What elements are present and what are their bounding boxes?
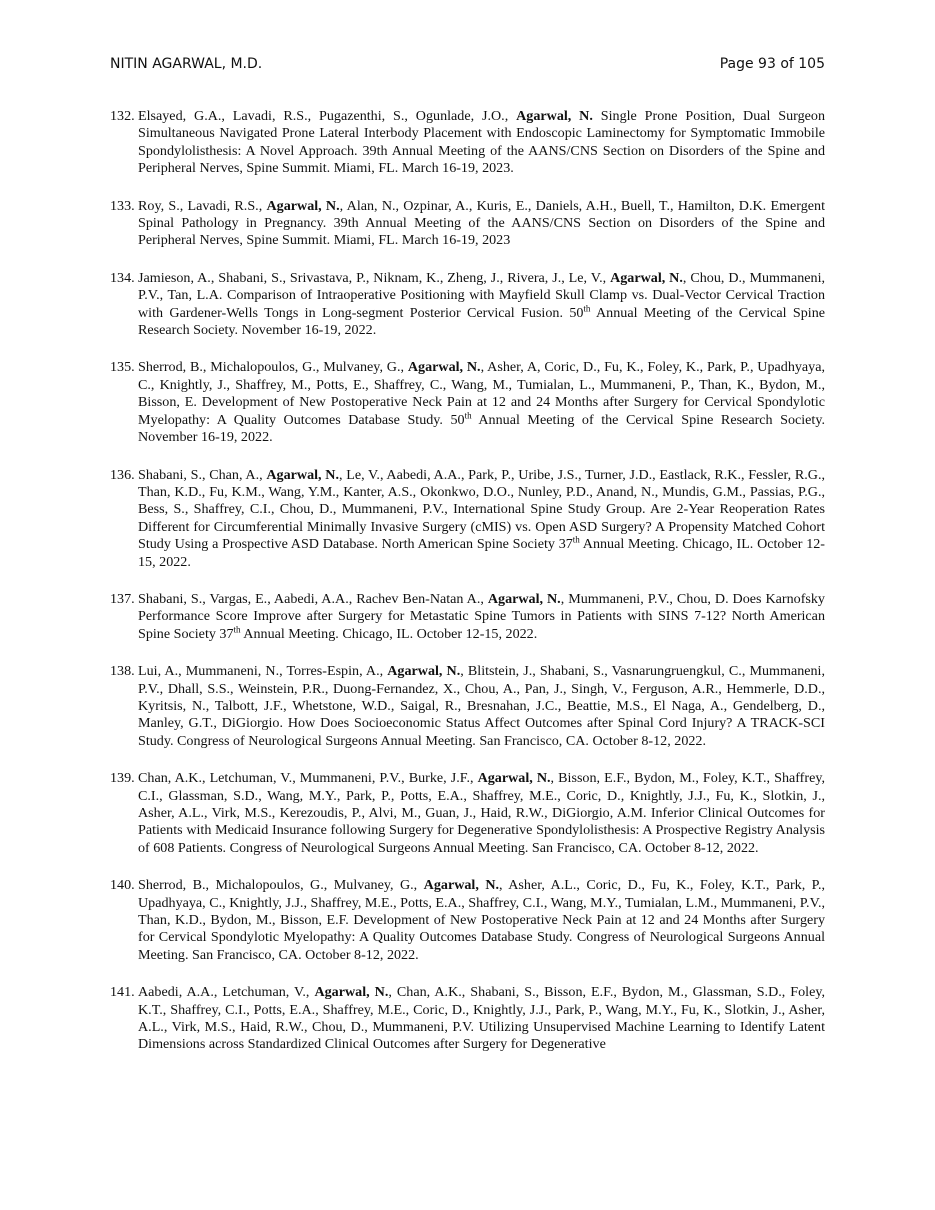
- highlighted-author: Agarwal, N.: [516, 108, 593, 124]
- reference-text: , Chan, A.K., Shabani, S., Bisson, E.F., Bydon, M., Glassman, S.D., Foley, K.T., Shaffrey, C.I., Potts, E.A., Shaffrey, M.E., Coric, D., Knightly, J.J., Park, P., Wang, M.Y., Fu, K., Slotkin, J., Asher, A.L., Virk, M.S., Haid, R.W., Chou, D., Mummaneni, P.V. Utilizing Unsupervised Machine Learning to Identify Latent Dimensions across Standardized Clinical Outcomes after Surgery for Degenerative: [138, 984, 826, 1053]
- reference-item: [110, 108, 825, 178]
- reference-text: , Blitstein, J., Shabani, S., Vasnarungruengkul, C., Mummaneni, P.V., Dhall, S.S., Weinstein, P.R., Duong-Fernandez, X., Chou, A., Pan, J., Singh, V., Ferguson, A.R., Hemmerle, D.D., Kyritsis, N., Talbott, J.F., Whetstone, W.D., Saigal, R., Bresnahan, J.C., Beattie, M.S., El Naga, A., Gendelberg, D., Manley, G.T., DiGiorgio. How Does Socioeconomic Status Affect Outcomes after Spinal Cord Injury? A TRACK-SCI Study. Congress of Neurological Surgeons Annual Meeting. San Francisco, CA. October 8-12, 2022.: [138, 663, 825, 749]
- reference-number: 136.: [110, 466, 135, 483]
- reference-number: 140.: [110, 877, 135, 894]
- reference-text: Single Prone Position, Dual Surgeon Simultaneous Navigated Prone Lateral Interbody Placement with Endoscopic Laminectomy for Symptomatic Immobile Spondylolisthesis: A Novel Approach. 39th Annual Meeting of the AANS/CNS Section on Disorders of the Spine and Peripheral Nerves, Spine Summit. Miami, FL. March 16-19, 2023.: [138, 108, 826, 177]
- reference-number: 137.: [110, 590, 135, 607]
- reference-authors: Shabani, S., Chan, A.,: [138, 466, 267, 483]
- ordinal-superscript: th: [572, 534, 580, 545]
- reference-authors: Lui, A., Mummaneni, N., Torres-Espin, A.,: [138, 663, 388, 680]
- highlighted-author: Agarwal, N.: [423, 877, 500, 894]
- highlighted-author: Agarwal, N.: [266, 466, 339, 483]
- reference-text-continued: Annual Meeting of the Cervical Spine Research Society. November 16-19, 2022.: [138, 304, 825, 339]
- reference-item: [110, 359, 825, 446]
- reference-authors: Sherrod, B., Michalopoulos, G., Mulvaney, G.,: [138, 877, 424, 894]
- reference-text-continued: Annual Meeting. Chicago, IL. October 12-15, 2022.: [138, 536, 825, 570]
- reference-text: , Asher, A, Coric, D., Fu, K., Foley, K., Park, P., Upadhyaya, C., Knightly, J., Shaffrey, M., Potts, E., Shaffrey, C., Wang, M., Tumialan, L., Mummaneni, P., Than, K., Bydon, M., Bisson, E. Development of New Postoperative Neck Pain at 12 and 24 Months after Surgery for Cervical Spondylotic Myelopathy: A Quality Outcomes Database Study. 50: [138, 359, 826, 428]
- ordinal-superscript: th: [583, 302, 591, 313]
- reference-number: 135.: [110, 359, 135, 376]
- reference-item: [110, 591, 825, 643]
- highlighted-author: Agarwal, N.: [314, 984, 389, 1001]
- reference-list: [110, 108, 825, 1074]
- reference-item: [110, 270, 825, 340]
- reference-text: , Mummaneni, P.V., Chou, D. Does Karnofsky Performance Score Improve after Surgery for Metastatic Spine Tumors in Patients with SINS 7-12? North American Spine Society 37: [138, 590, 825, 642]
- reference-text: , Le, V., Aabedi, A.A., Park, P., Uribe, J.S., Turner, J.D., Eastlack, R.K., Fessler, R.G., Than, K.D., Fu, K.M., Wang, Y.M., Kanter, A.S., Okonkwo, D.O., Nunley, P.D., Anand, N., Mundis, G.M., Passias, P.G., Bess, S., Shaffrey, C.I., Chou, D., Mummaneni, P.V., International Spine Study Group. Are 2-Year Reoperation Rates Different for Circumferential Minimally Invasive Surgery (cMIS) vs. Open ASD Surgery? A Propensity Matched Cohort Study Using a Prospective ASD Database. North American Spine Society 37: [138, 466, 825, 553]
- highlighted-author: Agarwal, N.: [407, 359, 481, 376]
- reference-number: 141.: [110, 984, 135, 1001]
- reference-authors: Roy, S., Lavadi, R.S.,: [138, 197, 267, 214]
- page-header: [110, 56, 825, 72]
- reference-text: , Bisson, E.F., Bydon, M., Foley, K.T., Shaffrey, C.I., Glassman, S.D., Wang, M.Y., Park, P., Potts, E.A., Shaffrey, M.E., Coric, D., Knightly, J.J., Fu, K., Slotkin, J., Asher, A.L., Virk, M.S., Kerezoudis, P., Alvi, M., Guan, J., Haid, R.W., DiGiorgio, A.M. Inferior Clinical Outcomes for Patients with Medicaid Insurance following Surgery for Degenerative Spondylolisthesis: A Prospective Registry Analysis of 608 Patients. Congress of Neurological Surgeons Annual Meeting. San Francisco, CA. October 8-12, 2022.: [138, 770, 825, 856]
- reference-number: 138.: [110, 663, 135, 680]
- reference-item: [110, 984, 825, 1054]
- reference-text: , Asher, A.L., Coric, D., Fu, K., Foley, K.T., Park, P., Upadhyaya, C., Knightly, J.J., Shaffrey, M.E., Potts, E.A., Shaffrey, C.I., Wang, M.Y., Tumialan, L.M., Mummaneni, P.V., Than, K.D., Bydon, M., Bisson, E.F. Development of New Postoperative Neck Pain at 12 and 24 Months after Surgery for Cervical Spondylotic Myelopathy: A Quality Outcomes Database Study. Congress of Neurological Surgeons Annual Meeting. San Francisco, CA. October 8-12, 2022.: [138, 877, 826, 963]
- reference-text-continued: Annual Meeting. Chicago, IL. October 12-15, 2022.: [240, 625, 538, 642]
- reference-item: [110, 198, 825, 250]
- reference-text: , Alan, N., Ozpinar, A., Kuris, E., Daniels, A.H., Buell, T., Hamilton, D.K. Emergent Spinal Pathology in Pregnancy. 39th Annual Meeting of the AANS/CNS Section on Disorders of the Spine and Peripheral Nerves, Spine Summit. Miami, FL. March 16-19, 2023: [138, 197, 825, 249]
- reference-authors: Shabani, S., Vargas, E., Aabedi, A.A., Rachev Ben-Natan A.,: [138, 590, 488, 607]
- reference-authors: Sherrod, B., Michalopoulos, G., Mulvaney, G.,: [138, 359, 408, 376]
- reference-text-continued: Annual Meeting of the Cervical Spine Research Society. November 16-19, 2022.: [138, 411, 825, 446]
- reference-item: [110, 877, 825, 964]
- author-name: NITIN AGARWAL, M.D.: [110, 56, 263, 72]
- highlighted-author: Agarwal, N.: [610, 269, 683, 286]
- reference-item: [110, 467, 825, 571]
- highlighted-author: Agarwal, N.: [266, 197, 340, 214]
- reference-number: 134.: [110, 269, 135, 286]
- reference-item: [110, 770, 825, 857]
- ordinal-superscript: th: [233, 624, 241, 635]
- reference-authors: Aabedi, A.A., Letchuman, V.,: [138, 984, 315, 1001]
- reference-authors: Jamieson, A., Shabani, S., Srivastava, P., Niknam, K., Zheng, J., Rivera, J., Le, V.,: [138, 269, 611, 286]
- reference-number: 133.: [110, 197, 135, 214]
- reference-authors: Chan, A.K., Letchuman, V., Mummaneni, P.V., Burke, J.F.,: [138, 770, 478, 787]
- highlighted-author: Agarwal, N.: [487, 590, 561, 607]
- reference-item: [110, 663, 825, 750]
- highlighted-author: Agarwal, N.: [387, 663, 461, 680]
- highlighted-author: Agarwal, N.: [477, 770, 551, 787]
- reference-number: 132.: [110, 108, 135, 124]
- ordinal-superscript: th: [464, 410, 472, 420]
- page-number: Page 93 of 105: [719, 56, 825, 72]
- reference-text: , Chou, D., Mummaneni, P.V., Tan, L.A. Comparison of Intraoperative Positioning with Mayfield Skull Clamp vs. Dual-Vector Cervical Traction with Gardener-Wells Tongs in Long-segment Posterior Cervical Fusion. 50: [138, 269, 826, 321]
- reference-authors: Elsayed, G.A., Lavadi, R.S., Pugazenthi, S., Ogunlade, J.O.,: [138, 108, 517, 124]
- reference-number: 139.: [110, 770, 135, 787]
